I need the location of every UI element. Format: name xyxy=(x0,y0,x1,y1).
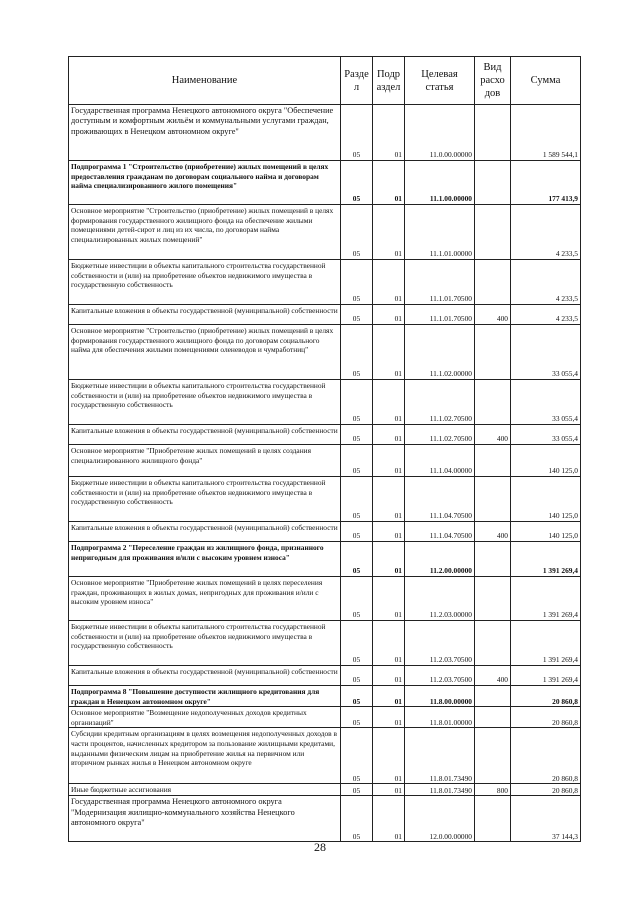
row-section: 05 xyxy=(341,621,373,666)
header-target: Целевая статья xyxy=(405,57,475,105)
row-section: 05 xyxy=(341,425,373,445)
row-name: Государственная программа Ненецкого автономного округа "Модернизация жилищно-коммунального хозяйства Ненецкого автономного округа" xyxy=(69,796,341,842)
row-name: Бюджетные инвестиции в объекты капитального строительства государственной собственности и (или) на приобретение объектов недвижимого имущества в государственную собственность xyxy=(69,477,341,522)
row-subsection: 01 xyxy=(373,728,405,784)
row-expense-type: 400 xyxy=(475,425,511,445)
row-target: 11.1.04.70500 xyxy=(405,522,475,542)
table-row xyxy=(69,784,581,796)
row-sum: 1 391 269,4 xyxy=(511,621,581,666)
row-expense-type xyxy=(475,728,511,784)
row-sum: 33 055,4 xyxy=(511,380,581,425)
row-target: 12.0.00.00000 xyxy=(405,796,475,842)
row-section: 05 xyxy=(341,784,373,796)
row-sum: 1 391 269,4 xyxy=(511,542,581,577)
row-subsection: 01 xyxy=(373,577,405,621)
row-sum: 1 391 269,4 xyxy=(511,577,581,621)
table-row xyxy=(69,728,581,784)
header-name: Наименование xyxy=(69,57,341,105)
row-sum: 37 144,3 xyxy=(511,796,581,842)
row-subsection: 01 xyxy=(373,205,405,260)
row-sum: 4 233,5 xyxy=(511,205,581,260)
row-section: 05 xyxy=(341,161,373,205)
row-sum: 4 233,5 xyxy=(511,305,581,325)
row-expense-type xyxy=(475,260,511,305)
row-subsection: 01 xyxy=(373,380,405,425)
row-sum: 20 860,8 xyxy=(511,686,581,707)
row-target: 11.1.04.00000 xyxy=(405,445,475,477)
row-section: 05 xyxy=(341,325,373,380)
row-subsection: 01 xyxy=(373,784,405,796)
row-target: 11.2.00.00000 xyxy=(405,542,475,577)
row-name: Подпрограмма 2 "Переселение граждан из жилищного фонда, признанного непригодным для проживания и/или с высоким уровнем износа" xyxy=(69,542,341,577)
row-expense-type xyxy=(475,542,511,577)
row-sum: 20 860,8 xyxy=(511,707,581,728)
row-name: Капитальные вложения в объекты государственной (муниципальной) собственности xyxy=(69,425,341,445)
row-target: 11.1.01.70500 xyxy=(405,305,475,325)
row-section: 05 xyxy=(341,305,373,325)
table-row xyxy=(69,380,581,425)
row-sum: 177 413,9 xyxy=(511,161,581,205)
row-subsection: 01 xyxy=(373,425,405,445)
table-row xyxy=(69,542,581,577)
row-section: 05 xyxy=(341,522,373,542)
row-sum: 33 055,4 xyxy=(511,425,581,445)
table-row xyxy=(69,522,581,542)
table-body xyxy=(69,105,581,842)
row-expense-type xyxy=(475,686,511,707)
row-section: 05 xyxy=(341,666,373,686)
row-section: 05 xyxy=(341,205,373,260)
row-sum: 20 860,8 xyxy=(511,784,581,796)
row-subsection: 01 xyxy=(373,621,405,666)
row-sum: 140 125,0 xyxy=(511,477,581,522)
header-sum: Сумма xyxy=(511,57,581,105)
row-name: Капитальные вложения в объекты государственной (муниципальной) собственности xyxy=(69,666,341,686)
row-section: 05 xyxy=(341,707,373,728)
row-expense-type xyxy=(475,577,511,621)
row-target: 11.1.02.00000 xyxy=(405,325,475,380)
row-section: 05 xyxy=(341,686,373,707)
table-row xyxy=(69,577,581,621)
table-row xyxy=(69,666,581,686)
row-expense-type xyxy=(475,621,511,666)
table-row xyxy=(69,305,581,325)
row-target: 11.2.03.70500 xyxy=(405,666,475,686)
table-row xyxy=(69,445,581,477)
row-subsection: 01 xyxy=(373,477,405,522)
row-name: Бюджетные инвестиции в объекты капитального строительства государственной собственности и (или) на приобретение объектов недвижимого имущества в государственную собственность xyxy=(69,621,341,666)
row-name: Капитальные вложения в объекты государственной (муниципальной) собственности xyxy=(69,305,341,325)
row-name: Государственная программа Ненецкого автономного округа "Обеспечение доступным и комфортным жильём и коммунальными услугами граждан, проживающих в Ненецком автономном округе" xyxy=(69,105,341,161)
table-row xyxy=(69,621,581,666)
row-target: 11.1.01.00000 xyxy=(405,205,475,260)
row-sum: 4 233,5 xyxy=(511,260,581,305)
row-expense-type xyxy=(475,707,511,728)
row-name: Иные бюджетные ассигнования xyxy=(69,784,341,796)
row-expense-type: 800 xyxy=(475,784,511,796)
row-target: 11.1.02.70500 xyxy=(405,380,475,425)
row-section: 05 xyxy=(341,445,373,477)
row-name: Капитальные вложения в объекты государственной (муниципальной) собственности xyxy=(69,522,341,542)
row-section: 05 xyxy=(341,796,373,842)
row-expense-type xyxy=(475,205,511,260)
header-expense-type: Вид расхо дов xyxy=(475,57,511,105)
page-number: 28 xyxy=(314,840,326,854)
table-row xyxy=(69,707,581,728)
row-section: 05 xyxy=(341,477,373,522)
row-name: Подпрограмма 8 "Повышение доступности жилищного кредитования для граждан в Ненецком автономном округе" xyxy=(69,686,341,707)
row-subsection: 01 xyxy=(373,305,405,325)
row-target: 11.0.00.00000 xyxy=(405,105,475,161)
row-section: 05 xyxy=(341,577,373,621)
table-row xyxy=(69,686,581,707)
row-name: Основное мероприятие "Приобретение жилых помещений в целях создания специализированного жилищного фонда" xyxy=(69,445,341,477)
row-sum: 1 589 544,1 xyxy=(511,105,581,161)
row-subsection: 01 xyxy=(373,260,405,305)
row-expense-type xyxy=(475,380,511,425)
row-expense-type xyxy=(475,445,511,477)
row-expense-type: 400 xyxy=(475,522,511,542)
table-row xyxy=(69,260,581,305)
row-expense-type: 400 xyxy=(475,305,511,325)
row-target: 11.1.02.70500 xyxy=(405,425,475,445)
row-section: 05 xyxy=(341,728,373,784)
header-section: Разде л xyxy=(341,57,373,105)
row-expense-type xyxy=(475,161,511,205)
table-row xyxy=(69,325,581,380)
row-expense-type xyxy=(475,477,511,522)
table-row xyxy=(69,425,581,445)
header-subsection: Подр аздел xyxy=(373,57,405,105)
row-subsection: 01 xyxy=(373,522,405,542)
row-target: 11.1.01.70500 xyxy=(405,260,475,305)
table-row xyxy=(69,105,581,161)
row-sum: 1 391 269,4 xyxy=(511,666,581,686)
row-subsection: 01 xyxy=(373,105,405,161)
row-name: Основное мероприятие "Возмещение недополученных доходов кредитных организаций" xyxy=(69,707,341,728)
row-section: 05 xyxy=(341,380,373,425)
row-name: Субсидии кредитным организациям в целях возмещения недополученных доходов в части процентов, начисленных кредитором за пользование жилищными кредитами, выданными физическим лицам на приобретение жилья на первичном или вторичном рынках жилья в Ненецком автономном округе xyxy=(69,728,341,784)
row-expense-type xyxy=(475,105,511,161)
budget-table xyxy=(68,56,581,842)
row-name: Бюджетные инвестиции в объекты капитального строительства государственной собственности и (или) на приобретение объектов недвижимого имущества в государственную собственность xyxy=(69,380,341,425)
row-target: 11.8.01.73490 xyxy=(405,728,475,784)
row-subsection: 01 xyxy=(373,707,405,728)
row-subsection: 01 xyxy=(373,445,405,477)
row-sum: 33 055,4 xyxy=(511,325,581,380)
row-name: Основное мероприятие "Строительство (приобретение) жилых помещений в целях формирования государственного жилищного фонда на обеспечение жилыми помещениями детей-сирот и лиц из их числа, по договорам найма специализированных жилых помещений" xyxy=(69,205,341,260)
row-target: 11.1.04.70500 xyxy=(405,477,475,522)
table-row xyxy=(69,477,581,522)
row-target: 11.8.01.00000 xyxy=(405,707,475,728)
row-target: 11.1.00.00000 xyxy=(405,161,475,205)
row-subsection: 01 xyxy=(373,325,405,380)
row-target: 11.2.03.00000 xyxy=(405,577,475,621)
row-target: 11.8.01.73490 xyxy=(405,784,475,796)
row-target: 11.8.00.00000 xyxy=(405,686,475,707)
row-section: 05 xyxy=(341,542,373,577)
row-sum: 140 125,0 xyxy=(511,445,581,477)
row-expense-type: 400 xyxy=(475,666,511,686)
row-subsection: 01 xyxy=(373,542,405,577)
row-subsection: 01 xyxy=(373,796,405,842)
row-sum: 140 125,0 xyxy=(511,522,581,542)
row-target: 11.2.03.70500 xyxy=(405,621,475,666)
row-subsection: 01 xyxy=(373,686,405,707)
row-subsection: 01 xyxy=(373,666,405,686)
table-row xyxy=(69,796,581,842)
row-expense-type xyxy=(475,325,511,380)
row-name: Основное мероприятие "Приобретение жилых помещений в целях переселения граждан, проживающих в жилых домах, непригодных для проживания и/или с высоким уровнем износа" xyxy=(69,577,341,621)
row-name: Бюджетные инвестиции в объекты капитального строительства государственной собственности и (или) на приобретение объектов недвижимого имущества в государственную собственность xyxy=(69,260,341,305)
row-expense-type xyxy=(475,796,511,842)
table-row xyxy=(69,161,581,205)
row-name: Подпрограмма 1 "Строительство (приобретение) жилых помещений в целях предоставления гражданам по договорам социального найма и договорам найма специализированного жилого помещения" xyxy=(69,161,341,205)
table-row xyxy=(69,205,581,260)
row-section: 05 xyxy=(341,260,373,305)
row-name: Основное мероприятие "Строительство (приобретение) жилых помещений в целях формирования государственного жилищного фонда по договорам социального найма для обеспечения жилыми помещениями оленеводов и чумработниц" xyxy=(69,325,341,380)
row-subsection: 01 xyxy=(373,161,405,205)
row-sum: 20 860,8 xyxy=(511,728,581,784)
table-header-row xyxy=(69,57,581,105)
row-section: 05 xyxy=(341,105,373,161)
